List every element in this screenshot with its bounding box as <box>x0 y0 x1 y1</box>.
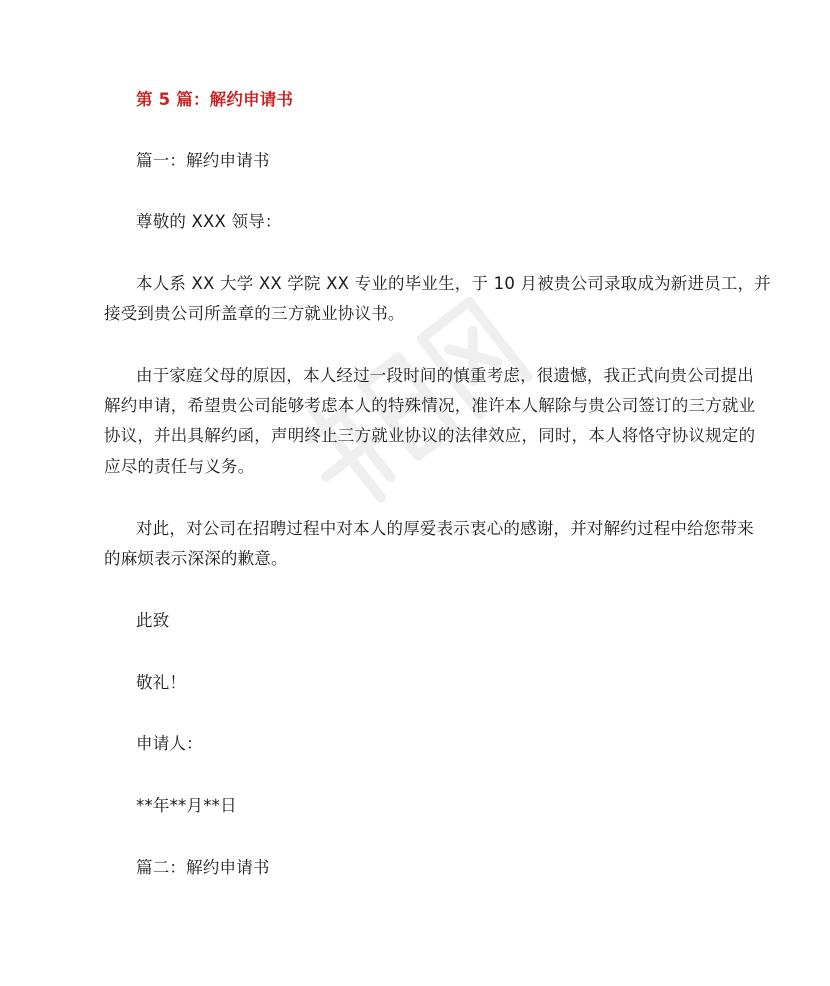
part1-title: 篇一：解约申请书 <box>136 151 270 170</box>
paragraph-2-line-3: 协议，并出具解约函，声明终止三方就业协议的法律效应，同时，本人将恪守协议规定的 <box>104 426 756 445</box>
closing-salute: 敬礼！ <box>136 673 187 692</box>
paragraph-3-line-1: 对此，对公司在招聘过程中对本人的厚爱表示衷心的感谢，并对解约过程中给您带来 <box>136 519 754 538</box>
paragraph-1-line-2: 接受到贵公司所盖章的三方就业协议书。 <box>104 304 405 323</box>
paragraph-2-line-1: 由于家庭父母的原因，本人经过一段时间的慎重考虑，很遗憾，我正式向贵公司提出 <box>136 366 754 385</box>
closing-phrase: 此致 <box>136 611 170 630</box>
applicant-label: 申请人： <box>136 734 203 753</box>
paragraph-2-line-4: 应尽的责任与义务。 <box>104 457 255 476</box>
part2-title: 篇二：解约申请书 <box>136 858 270 877</box>
document-heading: 第 5 篇：解约申请书 <box>136 90 294 109</box>
paragraph-2-line-2: 解约申请，希望贵公司能够考虑本人的特殊情况，准许本人解除与贵公司签订的三方就业 <box>104 396 756 415</box>
date-line: **年**月**日 <box>136 796 237 815</box>
paragraph-1-line-1: 本人系 XX 大学 XX 学院 XX 专业的毕业生，于 10 月被贵公司录取成为新进员工，并 <box>136 274 771 293</box>
paragraph-3-line-2: 的麻烦表示深深的歉意。 <box>104 549 288 568</box>
salutation: 尊敬的 XXX 领导： <box>136 212 282 231</box>
